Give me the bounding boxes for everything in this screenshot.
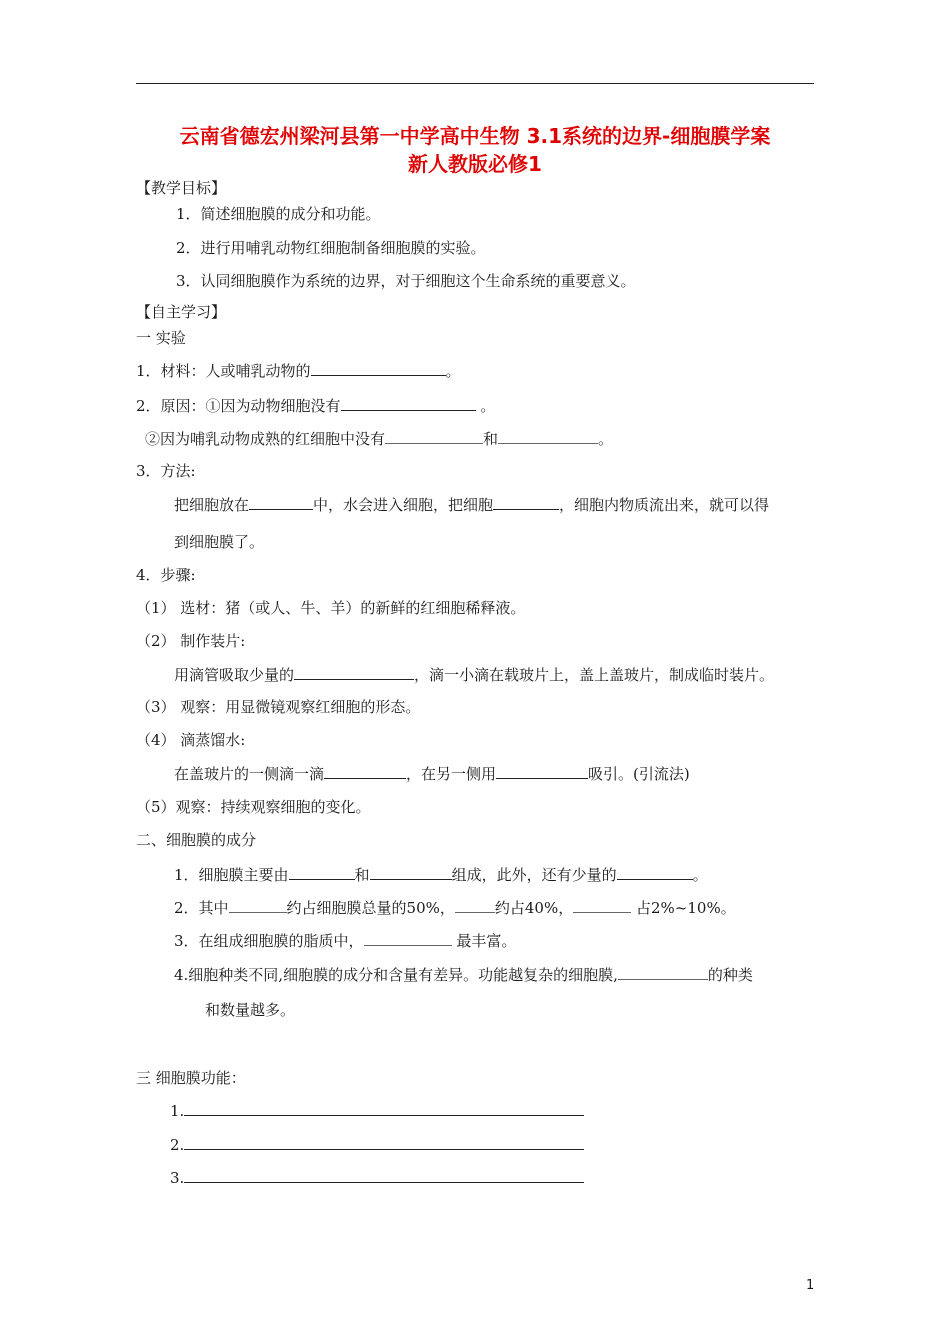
goals-header: 【教学目标】: [136, 179, 227, 197]
method-blank-1[interactable]: [249, 494, 313, 510]
method-line-2: 到细胞膜了。: [174, 533, 265, 551]
self-study-header: 【自主学习】: [136, 303, 227, 321]
method-header: 3．方法:: [136, 462, 196, 480]
function3-blank[interactable]: [184, 1167, 584, 1183]
step4-blank-2[interactable]: [496, 763, 588, 779]
component-item-3: 3．在组成细胞膜的脂质中， 最丰富。: [174, 932, 517, 950]
function1-blank[interactable]: [184, 1100, 584, 1116]
component3-blank[interactable]: [364, 930, 452, 946]
step-3: （3） 观察：用显微镜观察红细胞的形态。: [136, 698, 421, 716]
component-item-4: 4.细胞种类不同,细胞膜的成分和含量有差异。功能越复杂的细胞膜, 的种类: [174, 966, 753, 984]
component4-blank[interactable]: [618, 964, 708, 980]
step-5: （5）观察：持续观察细胞的变化。: [136, 798, 371, 816]
steps-header: 4．步骤:: [136, 566, 196, 584]
function-item-1: 1.: [170, 1100, 584, 1121]
materials-blank[interactable]: [311, 360, 446, 376]
component-item-4-line-2: 和数量越多。: [205, 1001, 296, 1019]
component-item-2: 2．其中 约占细胞膜总量的50%， 约占40%， 占2%~10%。: [174, 899, 736, 917]
component1-blank-3[interactable]: [617, 864, 693, 880]
header-rule: [136, 83, 814, 84]
section-experiment: 一 实验: [136, 329, 186, 347]
functions-header: 三 细胞膜功能：: [136, 1069, 246, 1087]
step2-blank[interactable]: [294, 664, 414, 680]
reason1-blank[interactable]: [341, 395, 476, 411]
materials-line: 1．材料：人或哺乳动物的 。: [136, 362, 461, 380]
method-blank-2[interactable]: [493, 494, 559, 510]
goal-item-1: 1．简述细胞膜的成分和功能。: [176, 205, 381, 223]
reason2-blank-2[interactable]: [498, 428, 598, 444]
step-1: （1） 选材：猪（或人、牛、羊）的新鲜的红细胞稀释液。: [136, 599, 526, 617]
goal-item-2: 2．进行用哺乳动物红细胞制备细胞膜的实验。: [176, 239, 486, 257]
component2-blank-2[interactable]: [455, 897, 495, 913]
reason2-blank-1[interactable]: [385, 428, 483, 444]
component2-blank-3[interactable]: [573, 897, 631, 913]
components-header: 二、细胞膜的成分: [136, 831, 257, 849]
function-item-2: 2.: [170, 1134, 584, 1155]
component2-blank-1[interactable]: [229, 897, 287, 913]
document-title-line1: 云南省德宏州梁河县第一中学高中生物 3.1系统的边界-细胞膜学案: [179, 124, 771, 148]
step-2: （2） 制作装片:: [136, 632, 246, 650]
reason-line-2: ②因为哺乳动物成熟的红细胞中没有 和 。: [145, 430, 614, 448]
function-item-3: 3.: [170, 1167, 584, 1188]
goal-item-3: 3．认同细胞膜作为系统的边界，对于细胞这个生命系统的重要意义。: [176, 272, 636, 290]
method-line-1: 把细胞放在 中，水会进入细胞，把细胞 ，细胞内物质流出来，就可以得: [174, 496, 770, 514]
component1-blank-1[interactable]: [289, 864, 355, 880]
function2-blank[interactable]: [184, 1134, 584, 1150]
component-item-1: 1．细胞膜主要由 和 组成，此外，还有少量的 。: [174, 866, 708, 884]
reason-line-1: 2．原因：①因为动物细胞没有 。: [136, 397, 496, 415]
component1-blank-2[interactable]: [370, 864, 452, 880]
step4-blank-1[interactable]: [324, 763, 406, 779]
step-4-detail: 在盖玻片的一侧滴一滴 ，在另一侧用 吸引。(引流法): [174, 765, 690, 783]
page-number: 1: [806, 1278, 815, 1293]
step-2-detail: 用滴管吸取少量的 ，滴一小滴在载玻片上，盖上盖玻片，制成临时装片。: [174, 666, 775, 684]
document-title-line2: 新人教版必修1: [408, 152, 542, 176]
step-4: （4） 滴蒸馏水:: [136, 731, 246, 749]
